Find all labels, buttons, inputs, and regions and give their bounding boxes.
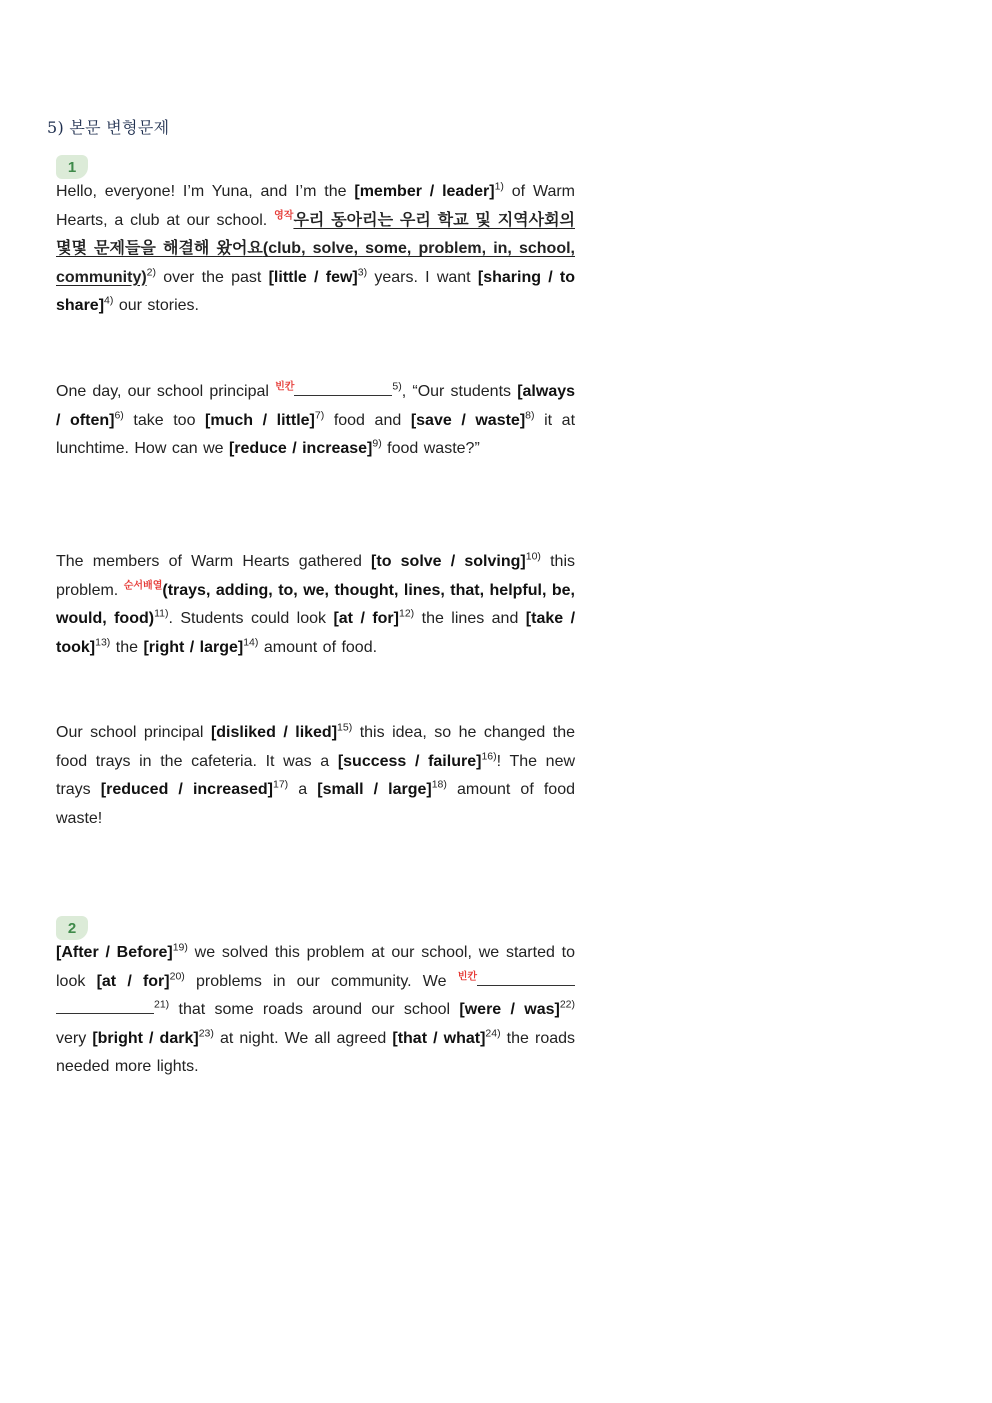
option-20[interactable]: [at / for]	[96, 972, 170, 990]
option-24[interactable]: [that / what]	[392, 1029, 486, 1047]
section-title: 5) 본문 변형문제	[47, 118, 170, 137]
tag-composition: 영작	[274, 210, 294, 222]
tag-blank-2: 빈칸	[457, 971, 478, 983]
ordering-words: (trays, adding, to, we, thought, lines, that, helpful, be, would, food)	[56, 581, 575, 627]
option-17[interactable]: [reduced / increased]	[100, 781, 273, 798]
option-16[interactable]: [success / failure]	[337, 752, 482, 770]
option-10[interactable]: [to solve / solving]	[371, 553, 526, 570]
option-1[interactable]: [member / leader]	[354, 183, 495, 200]
q1-paragraph-2: One day, our school principal $^{빈칸}$ $^{5)}$, “Our students [always / often]$^{6)}$ take too [much / little]$^{7)}$ food and [save / waste]$^{8)}$ it at lunchtime. How can we [reduce / increase]$^{9)}$ food waste?”	[56, 380, 576, 457]
question-badge-1: 1	[56, 155, 88, 179]
q1-paragraph-3: The members of Warm Hearts gathered [to solve / solving]$^{10)}$ this problem. $^{순서배열}$(trays, adding, to, we, thought, lines, that, helpful, be, would, food)$^{11)}$. Students could look [at / for]$^{12)}$ the lines and [take / took]$^{13)}$ the [right / large]$^{14)}$ amount of food.	[56, 550, 576, 656]
question-badge-2: 2	[56, 916, 88, 940]
option-19[interactable]: [After / Before]	[56, 944, 173, 961]
option-3[interactable]: [little / few]	[268, 268, 358, 286]
option-13[interactable]: [take / took]	[56, 610, 576, 656]
option-23[interactable]: [bright / dark]	[92, 1029, 199, 1047]
option-18[interactable]: [small / large]	[317, 781, 432, 798]
option-8[interactable]: [save / waste]	[410, 411, 526, 429]
korean-prompt: 우리 동아리는 우리 학교 및 지역사회의 몇몇 문제들을 해결해 왔어요(club, solve, some, problem, in, school, community)	[56, 211, 575, 286]
option-9[interactable]: [reduce / increase]	[228, 440, 373, 457]
tag-blank: 빈칸	[275, 381, 295, 393]
option-6[interactable]: [always / often]	[56, 383, 576, 429]
option-7[interactable]: [much / little]	[205, 411, 315, 429]
option-15[interactable]: [disliked / liked]	[210, 724, 338, 741]
option-4[interactable]: [sharing / to share]	[56, 268, 576, 314]
tag-ordering: 순서배열	[123, 580, 163, 592]
q1-paragraph-4: Our school principal [disliked / liked]$^{15)}$ this idea, so he changed the food trays in the cafeteria. It was a [success / failure]$^{16)}$! The new trays [reduced / increased]$^{17)}$ a [small / large]$^{18)}$ amount of food waste!	[56, 721, 576, 827]
blank-21a[interactable]	[477, 984, 575, 986]
option-22[interactable]: [were / was]	[459, 1001, 560, 1018]
option-14[interactable]: [right / large]	[143, 638, 244, 656]
blank-5[interactable]	[294, 394, 392, 396]
q2-paragraph-1: [After / Before]$^{19)}$ we solved this problem at our school, we started to look [at / for]$^{20)}$ problems in our community. We $^{빈칸}$ $^{21)}$ that some roads around our school [were / was]$^{22)}$ very [bright / dark]$^{23)}$ at night. We all agreed [that / what]$^{24)}$ the roads needed more lights.	[56, 941, 576, 1075]
blank-21b[interactable]	[56, 1012, 154, 1014]
option-12[interactable]: [at / for]	[333, 610, 399, 627]
q1-paragraph-1: Hello, everyone! I’m Yuna, and I’m the [member / leader]$^{1)}$ of Warm Hearts, a club at our school. $^{영작}$우리 동아리는 우리 학교 및 지역사회의 몇몇 문제들을 해결해 왔어요(club, solve, some, problem, in, school, community)$^{2)}$ over the past [little / few]$^{3)}$ years. I want [sharing / to share]$^{4)}$ our stories.	[56, 180, 576, 314]
